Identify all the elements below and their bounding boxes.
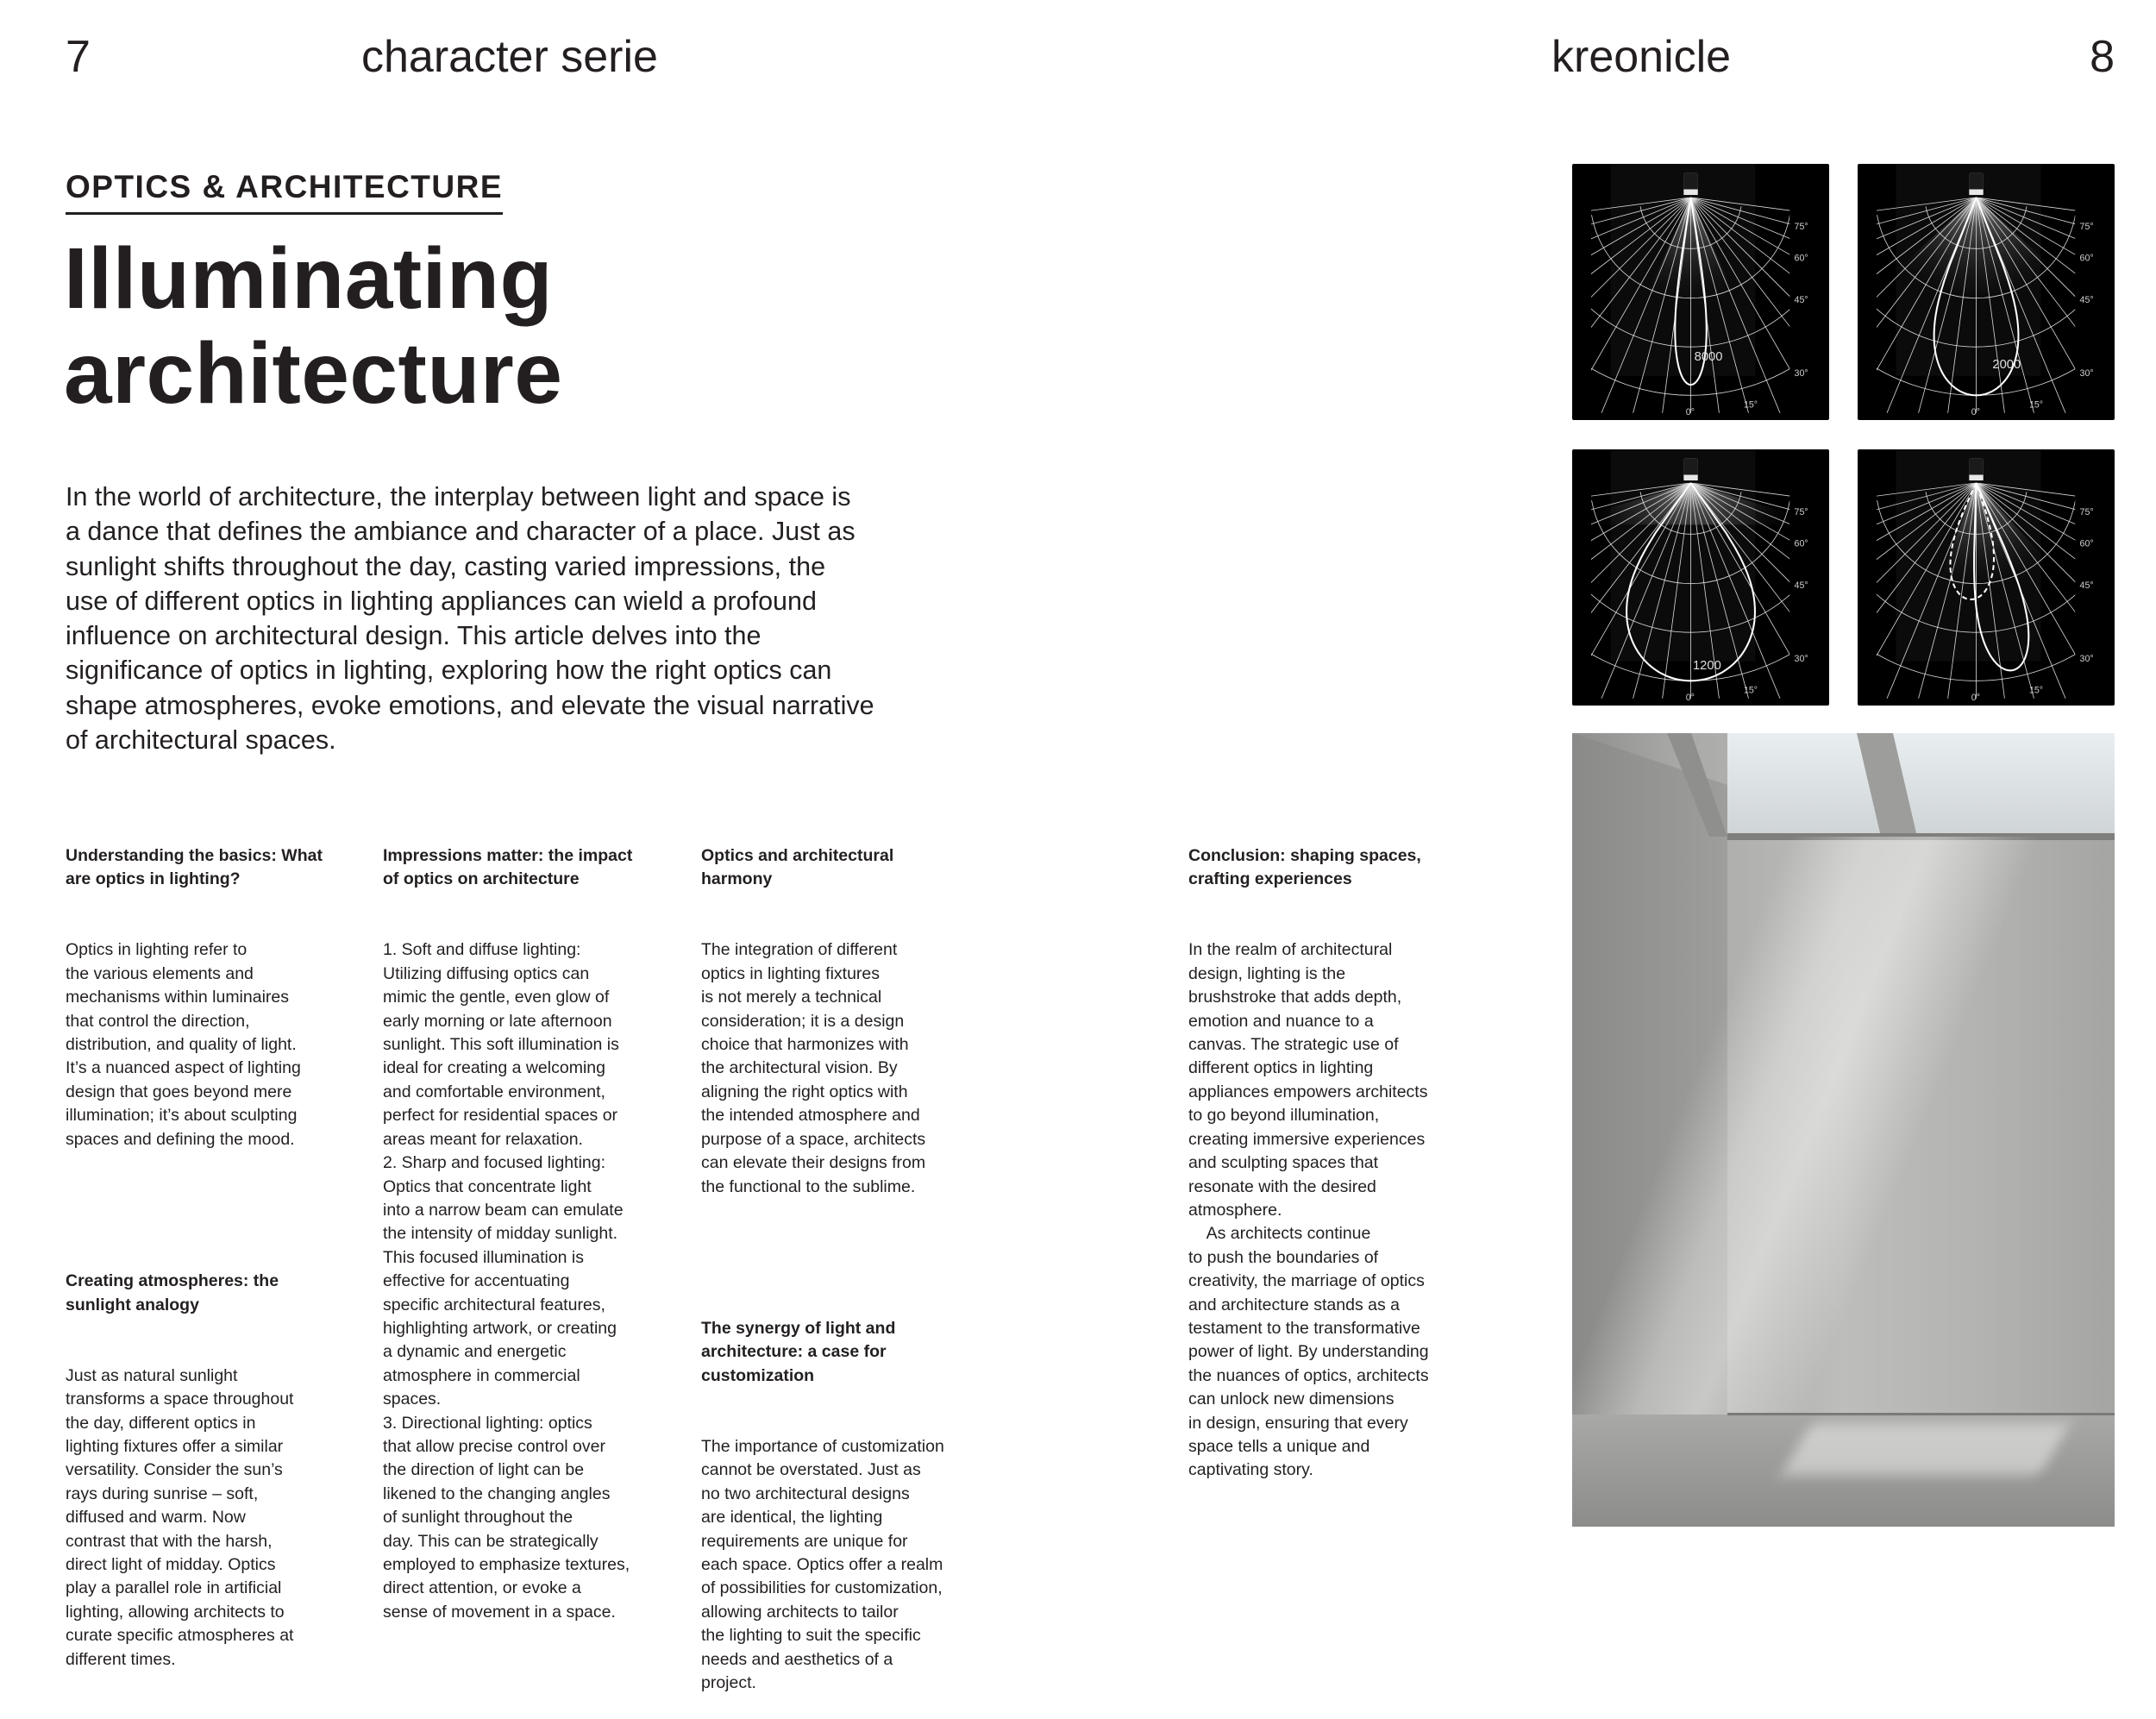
angle-label: 75° [1794,506,1808,518]
angle-label: 60° [1794,253,1808,264]
article-title: Illuminating architecture [64,230,563,422]
column-heading: Creating atmospheres: the sunlight analogy [66,1271,279,1314]
angle-label: 0° [1685,406,1695,417]
angle-label: 45° [2079,294,2094,305]
diagram-backdrop [1611,449,1756,662]
column-body: Optics in lighting refer to the various elements and mechanisms within luminaires that control the direction, distribution, and quality of light. It’s a nuanced aspect of lighting design that goes beyond mere illumination; it’s about sculpting spaces and defining the mood. [66,940,301,1149]
angle-label: 60° [1794,538,1808,549]
angle-label: 15° [1743,399,1758,411]
angle-label: 30° [1794,653,1808,664]
lamp-icon [1969,458,1983,478]
polar-diagram-1 [1572,164,1829,420]
page-number-right: 8 [2090,32,2115,82]
section-label: OPTICS & ARCHITECTURE [66,169,503,215]
column-body: 1. Soft and diffuse lighting: Utilizing diffusing optics can mimic the gentle, even glow of early morning or late afternoon sunlight. This soft illumination is ideal for creating a welcoming and comfortable environment, perfect for residential spaces or areas meant for relaxation. 2. Sharp and focused lighting: Optics that concentrate light into a narrow beam can emulate the intensity of midday sunlight. This focused illumination is effective for accentuating specific architectural features, highlighting artwork, or creating a dynamic and energetic atmosphere in commercial spaces. 3. Directional lighting: optics that allow precise control over the direction of light can be likened to the changing angles of sunlight throughout the day. This can be strategically employed to emphasize textures, direct attention, or evoke a sense of movement in a space. [383,940,630,1622]
angle-label: 30° [2079,367,2094,379]
angle-label: 15° [1743,685,1758,696]
angle-label: 0° [1971,406,1980,417]
column-body: In the realm of architectural design, lighting is the brushstroke that adds depth, emotion and nuance to a canvas. The strategic use of different optics in lighting appliances empowers architects to go beyond illumination, creating immersive experiences and sculpting spaces that resonate with the desired atmosphere. As architects continue to push the boundaries of creativity, the marriage of optics and architecture stands as a testament to the transformative power of light. By understanding the nuances of optics, architects can unlock new dimensions in design, ensuring that every space tells a unique and captivating story. [1188,940,1429,1480]
column-heading: Understanding the basics: What are optics in lighting? [66,845,323,889]
column-body: The importance of customization cannot be overstated. Just as no two architectural designs are identical, the lighting requirements are unique for each space. Optics offer a realm of possibilities for customization, allowing architects to tailor the lighting to suit the specific needs and aesthetics of a project. [701,1436,944,1693]
angle-label: 75° [2079,221,2094,232]
angle-label: 75° [2079,506,2094,518]
column-heading: The synergy of light and architecture: a case for customization [701,1318,896,1385]
column-body: Just as natural sunlight transforms a space throughout the day, different optics in lighting fixtures offer a similar versatility. Consider the sun’s rays during sunrise – soft, diffused and warm. Now contrast that with the harsh, direct light of midday. Optics play a parallel role in artificial lighting, allowing architects to curate specific atmospheres at different times. [66,1365,294,1669]
angle-label: 45° [1794,580,1808,591]
lamp-lens [1969,474,1983,480]
publication-name-right: kreonicle [1551,32,1732,82]
lamp-icon [1683,458,1697,478]
angle-label: 45° [2079,580,2094,591]
polar-diagram-3 [1572,449,1829,706]
angle-label: 75° [1794,221,1808,232]
column-heading: Optics and architectural harmony [701,845,894,889]
angle-label: 30° [1794,367,1808,379]
intensity-value-label: 1200 [1692,658,1721,673]
angle-label: 60° [2079,538,2094,549]
page-number-left: 7 [66,32,91,82]
text-column-4 [1188,797,1429,1506]
lamp-lens [1683,189,1697,195]
intensity-value-label: 2000 [1992,357,2021,372]
column-heading: Conclusion: shaping spaces, crafting experiences [1188,845,1421,889]
column-body: The integration of different optics in lighting fixtures is not merely a technical consideration; it is a design choice that harmonizes with the architectural vision. By aligning the right optics with the intended atmosphere and purpose of a space, architects can elevate their designs from the functional to the sublime. [701,940,926,1196]
text-column-2 [383,797,632,1648]
lamp-icon [1683,173,1697,192]
angle-label: 0° [1685,692,1695,703]
lamp-icon [1969,173,1983,192]
angle-label: 30° [2079,653,2094,664]
lamp-lens [1969,189,1983,195]
text-column-3 [701,797,944,1719]
article-intro: In the world of architecture, the interplay between light and space is a dance that defines the ambiance and character of a place. Just as sunlight shifts throughout the day, casting varied impressions, the use of different optics in lighting appliances can wield a profound influence on architectural design. This article delves into the significance of optics in lighting, exploring how the right optics can shape atmospheres, evoke emotions, and elevate the visual narrative of architectural spaces. [66,482,874,756]
angle-label: 15° [2028,399,2044,411]
angle-label: 0° [1971,692,1980,703]
intensity-value-label: 8000 [1694,350,1723,365]
angle-label: 15° [2028,685,2044,696]
publication-name-left: character serie [361,32,658,82]
column-heading: Impressions matter: the impact of optics on architecture [383,845,633,889]
polar-diagram-4 [1858,449,2115,706]
concrete-interior-photo [1572,733,2115,1527]
text-column-1 [66,797,323,1695]
polar-diagram-2 [1858,164,2115,420]
lamp-lens [1683,474,1697,480]
angle-label: 45° [1794,294,1808,305]
angle-label: 60° [2079,253,2094,264]
